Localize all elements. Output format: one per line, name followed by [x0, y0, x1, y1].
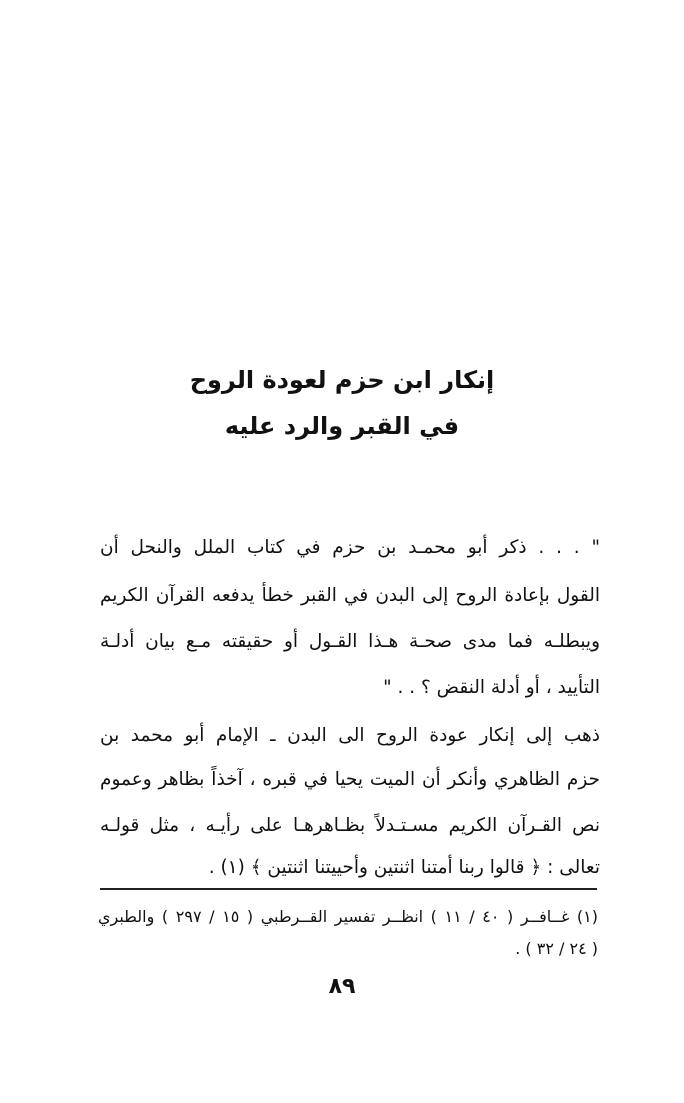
- paragraph-line-1: ذهب إلى إنكار عودة الروح الى البدن ـ الإمام أبو محمد بن: [100, 725, 600, 746]
- footnote-separator: [100, 888, 597, 890]
- paragraph-line-3: نص القـرآن الكريم مسـتـدلاً بظـاهرهـا على رأيـه ، مثل قولـه: [100, 815, 600, 836]
- quote-line-3: ويبطلـه فما مدى صحـة هـذا القـول أو حقيقته مـع بيان أدلـة: [100, 631, 600, 652]
- quote-line-4: التأييد ، أو أدلة النقض ؟ . . ": [383, 677, 600, 698]
- chapter-title-line-1: إنكار ابن حزم لعودة الروح: [189, 366, 495, 394]
- quote-line-2: القول بإعادة الروح إلى البدن في القبر خطأ يدفعه القرآن الكريم: [100, 585, 600, 606]
- paragraph-line-2: حزم الظاهري وأنكر أن الميت يحيا في قبره ، آخذاً بظاهر وعموم: [100, 769, 600, 790]
- footnote-line-2: ( ٢٤ / ٣٢ ) .: [515, 939, 598, 958]
- page-number: ٨٩: [328, 974, 356, 999]
- paragraph-line-4: تعالى : ﴿ قالوا ربنا أمتنا اثنتين وأحييتنا اثنتين ﴾ (١) .: [208, 857, 600, 878]
- chapter-title-line-2: في القبر والرد عليه: [224, 412, 460, 440]
- quote-line-1: " . . . ذكر أبو محمـد بن حزم في كتاب الملل والنحل أن: [100, 537, 600, 558]
- footnote-line-1: (١) غــافــر ( ٤٠ / ١١ ) انظــر تفسير القــرطبي ( ١٥ / ٢٩٧ ) والطبري: [98, 907, 598, 926]
